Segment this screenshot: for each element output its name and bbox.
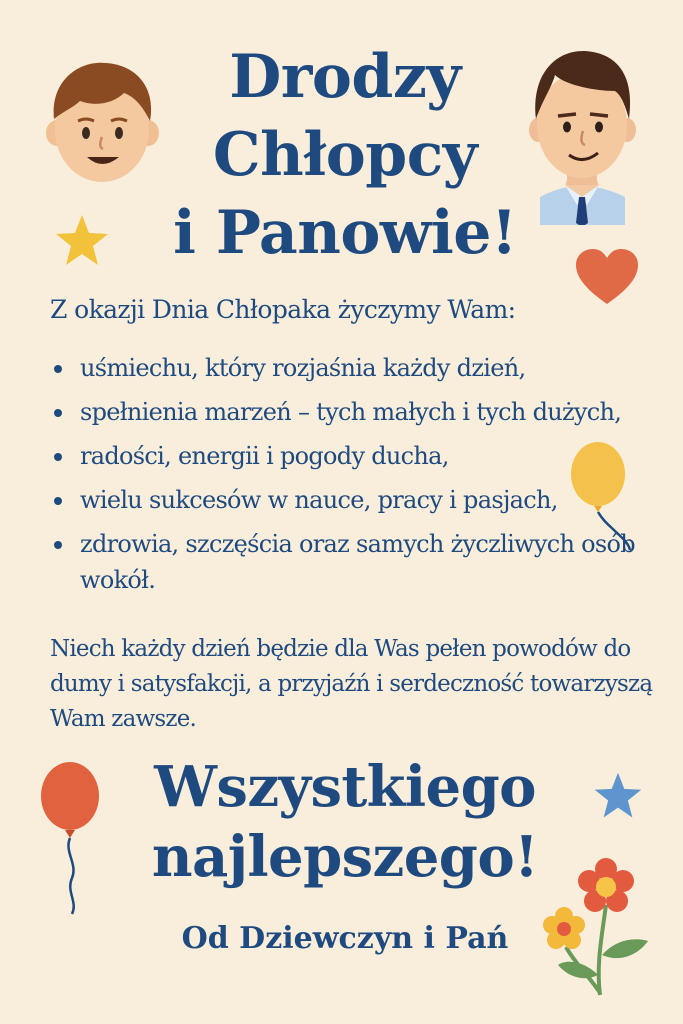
bullet-icon [54, 453, 62, 461]
list-item [50, 350, 650, 386]
wish-text: spełnienia marzeń – tych małych i tych dużych, [80, 398, 622, 426]
boy-face-icon [40, 55, 165, 185]
title-line-2: Chłopcy [212, 120, 478, 190]
final-line-2: najlepszego! [151, 824, 539, 890]
star-icon [53, 212, 111, 270]
balloon-icon [38, 760, 102, 915]
list-item [50, 394, 650, 430]
man-face-icon [525, 45, 640, 225]
list-item [50, 438, 650, 474]
wish-text: radości, energii i pogody ducha, [80, 442, 449, 470]
list-item [50, 482, 650, 518]
title-line-3: i Panowie! [173, 198, 517, 268]
bullet-icon [54, 497, 62, 505]
final-line-1: Wszystkiego [154, 754, 536, 820]
title-line-1: Drodzy [229, 42, 461, 112]
wish-text: zdrowia, szczęścia oraz samych życzliwych osób wokół. [80, 530, 635, 594]
wish-text: wielu sukcesów w nauce, pracy i pasjach, [80, 486, 558, 514]
intro-text: Z okazji Dnia Chłopaka życzymy Wam: [50, 295, 516, 324]
signature: Od Dziewczyn i Pań [181, 921, 509, 956]
flower-icon [536, 855, 652, 1000]
balloon-icon [568, 440, 634, 552]
wishes-list [50, 350, 650, 606]
bullet-icon [54, 365, 62, 373]
bullet-icon [54, 409, 62, 417]
star-icon [592, 770, 644, 822]
closing-text: Niech każdy dzień będzie dla Was pełen powodów do dumy i satysfakcji, a przyjaźń i serdeczność towarzyszą Wam zawsze. [50, 636, 653, 732]
card-title [150, 38, 540, 272]
final-wish [100, 752, 590, 892]
bullet-icon [54, 541, 62, 549]
list-item [50, 526, 650, 598]
wish-text: uśmiechu, który rozjaśnia każdy dzień, [80, 354, 526, 382]
